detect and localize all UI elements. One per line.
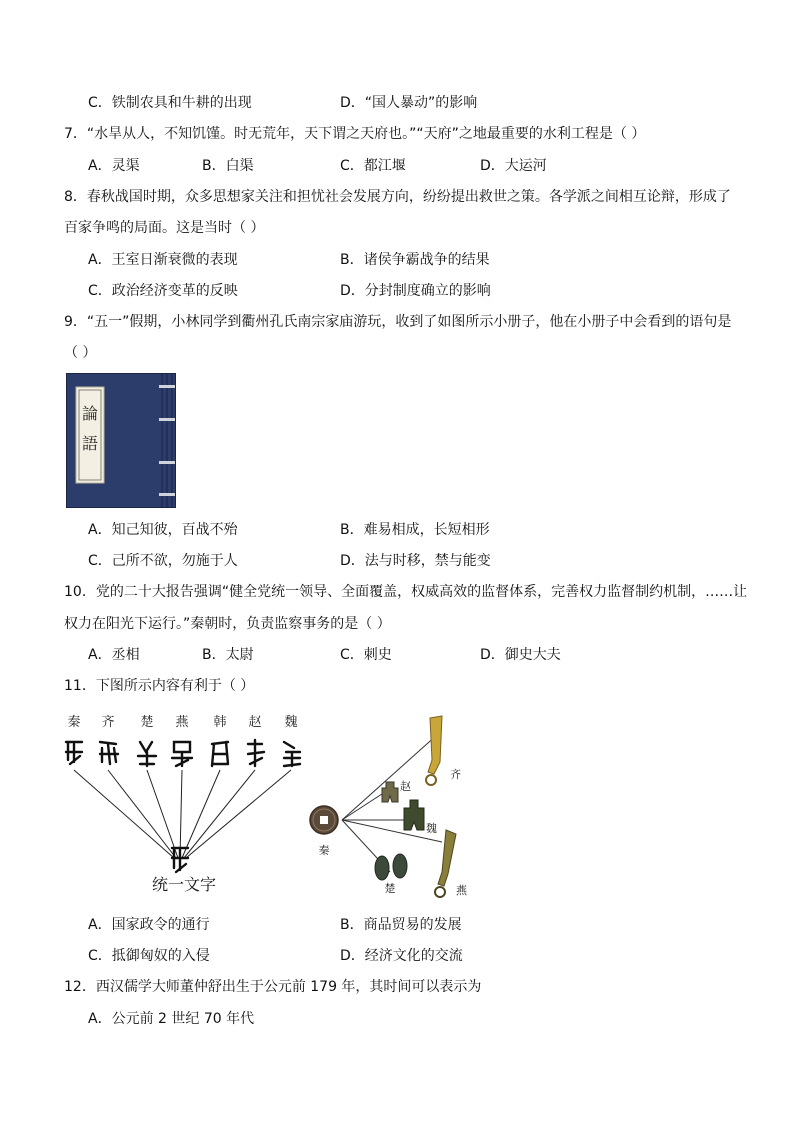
book-title-char-2: 語 — [81, 434, 99, 453]
q9-option-d: D．法与时移，禁与能变 — [340, 553, 491, 569]
coin-label-chu: 楚 — [384, 882, 396, 895]
q6-option-c: C．铁制农具和牛耕的出现 — [88, 95, 252, 111]
q8-option-b: B．诸侯争霸战争的结果 — [340, 252, 490, 268]
seal-glyph-yan — [172, 742, 192, 766]
q7-option-b: B．白渠 — [202, 158, 254, 174]
seal-glyph-chu — [138, 742, 156, 766]
yan-knife-coin — [435, 830, 456, 897]
state-label-qin: 秦 — [67, 715, 81, 730]
q9-stem-line1: 9．“五一”假期，小林同学到衢州孔氏南宗家庙游玩，收到了如图所示小册子，他在小册子中会看到的语句是 — [64, 314, 732, 330]
seal-glyph-qin — [66, 742, 82, 764]
q8-option-d: D．分封制度确立的影响 — [340, 283, 491, 299]
state-label-han: 韩 — [213, 715, 227, 730]
zhao-spade-coin — [382, 782, 398, 802]
seal-glyph-han — [212, 742, 228, 766]
seal-glyph-zhao — [248, 740, 264, 766]
seal-glyph-qi — [100, 742, 118, 764]
q10-stem-line1: 10．党的二十大报告强调“健全党统一领导、全面覆盖，权威高效的监督体系，完善权力监督制约机制，……让 — [64, 584, 748, 600]
q7-option-d: D．大运河 — [480, 158, 547, 174]
qin-banliang-coin — [310, 806, 338, 834]
q10-option-d: D．御史大夫 — [480, 647, 561, 663]
unify-writing-diagram — [62, 708, 302, 898]
q10-option-c: C．刺史 — [340, 647, 392, 663]
q9-option-a: A．知己知彼，百战不殆 — [88, 522, 238, 538]
q12-option-a: A．公元前 2 世纪 70 年代 — [88, 1011, 255, 1027]
wei-spade-coin — [404, 800, 424, 830]
book-title-char-1: 論 — [81, 404, 99, 423]
seal-glyph-wei — [284, 742, 300, 766]
state-label-wei: 魏 — [284, 715, 298, 730]
q11-stem: 11．下图所示内容有利于（ ） — [64, 678, 255, 694]
q8-option-c: C．政治经济变革的反映 — [88, 283, 238, 299]
coin-label-yan: 燕 — [456, 884, 467, 897]
coin-label-qin: 秦 — [318, 844, 330, 857]
q11-option-b: B．商品贸易的发展 — [340, 917, 462, 933]
q11-option-c: C．抵御匈奴的入侵 — [88, 948, 210, 964]
seal-glyph-unified — [172, 848, 188, 872]
state-label-yan: 燕 — [175, 715, 189, 730]
q6-option-d: D．“国人暴动”的影响 — [340, 95, 478, 111]
q8-stem-line1: 8．春秋战国时期，众多思想家关注和担忧社会发展方向，纷纷提出救世之策。各学派之间相互论辩，形成了 — [64, 189, 731, 205]
coin-label-zhao: 赵 — [400, 780, 411, 793]
q7-option-c: C．都江堰 — [340, 158, 406, 174]
coin-label-qi: 齐 — [450, 768, 461, 781]
lunyu-book-image — [66, 373, 176, 508]
q8-stem-line2: 百家争鸣的局面。这是当时（ ） — [64, 220, 265, 236]
q9-option-b: B．难易相成，长短相形 — [340, 522, 490, 538]
unify-writing-label: 统一文字 — [151, 875, 217, 894]
q10-option-a: A．丞相 — [88, 647, 140, 663]
q7-stem: 7．“水旱从人，不知饥馑。时无荒年，天下谓之天府也。”“天府”之地最重要的水利工程是（ ） — [64, 126, 646, 142]
qi-knife-coin — [426, 716, 442, 785]
q12-stem: 12．西汉儒学大师董仲舒出生于公元前 179 年，其时间可以表示为 — [64, 979, 482, 995]
state-label-qi: 齐 — [101, 715, 115, 730]
q7-option-a: A．灵渠 — [88, 158, 140, 174]
q10-stem-line2: 权力在阳光下运行。”秦朝时，负责监察事务的是（ ） — [64, 616, 391, 632]
q10-option-b: B．太尉 — [202, 647, 254, 663]
q11-option-d: D．经济文化的交流 — [340, 948, 463, 964]
q8-option-a: A．王室日渐衰微的表现 — [88, 252, 238, 268]
q11-option-a: A．国家政令的通行 — [88, 917, 210, 933]
state-label-zhao: 赵 — [248, 715, 262, 730]
q9-option-c: C．己所不欲，勿施于人 — [88, 553, 238, 569]
q9-stem-line2: （ ） — [64, 345, 97, 361]
chu-antnose-coins — [375, 854, 407, 880]
coin-label-wei: 魏 — [426, 822, 437, 835]
state-label-chu: 楚 — [140, 715, 154, 730]
unify-coinage-diagram — [300, 712, 480, 902]
